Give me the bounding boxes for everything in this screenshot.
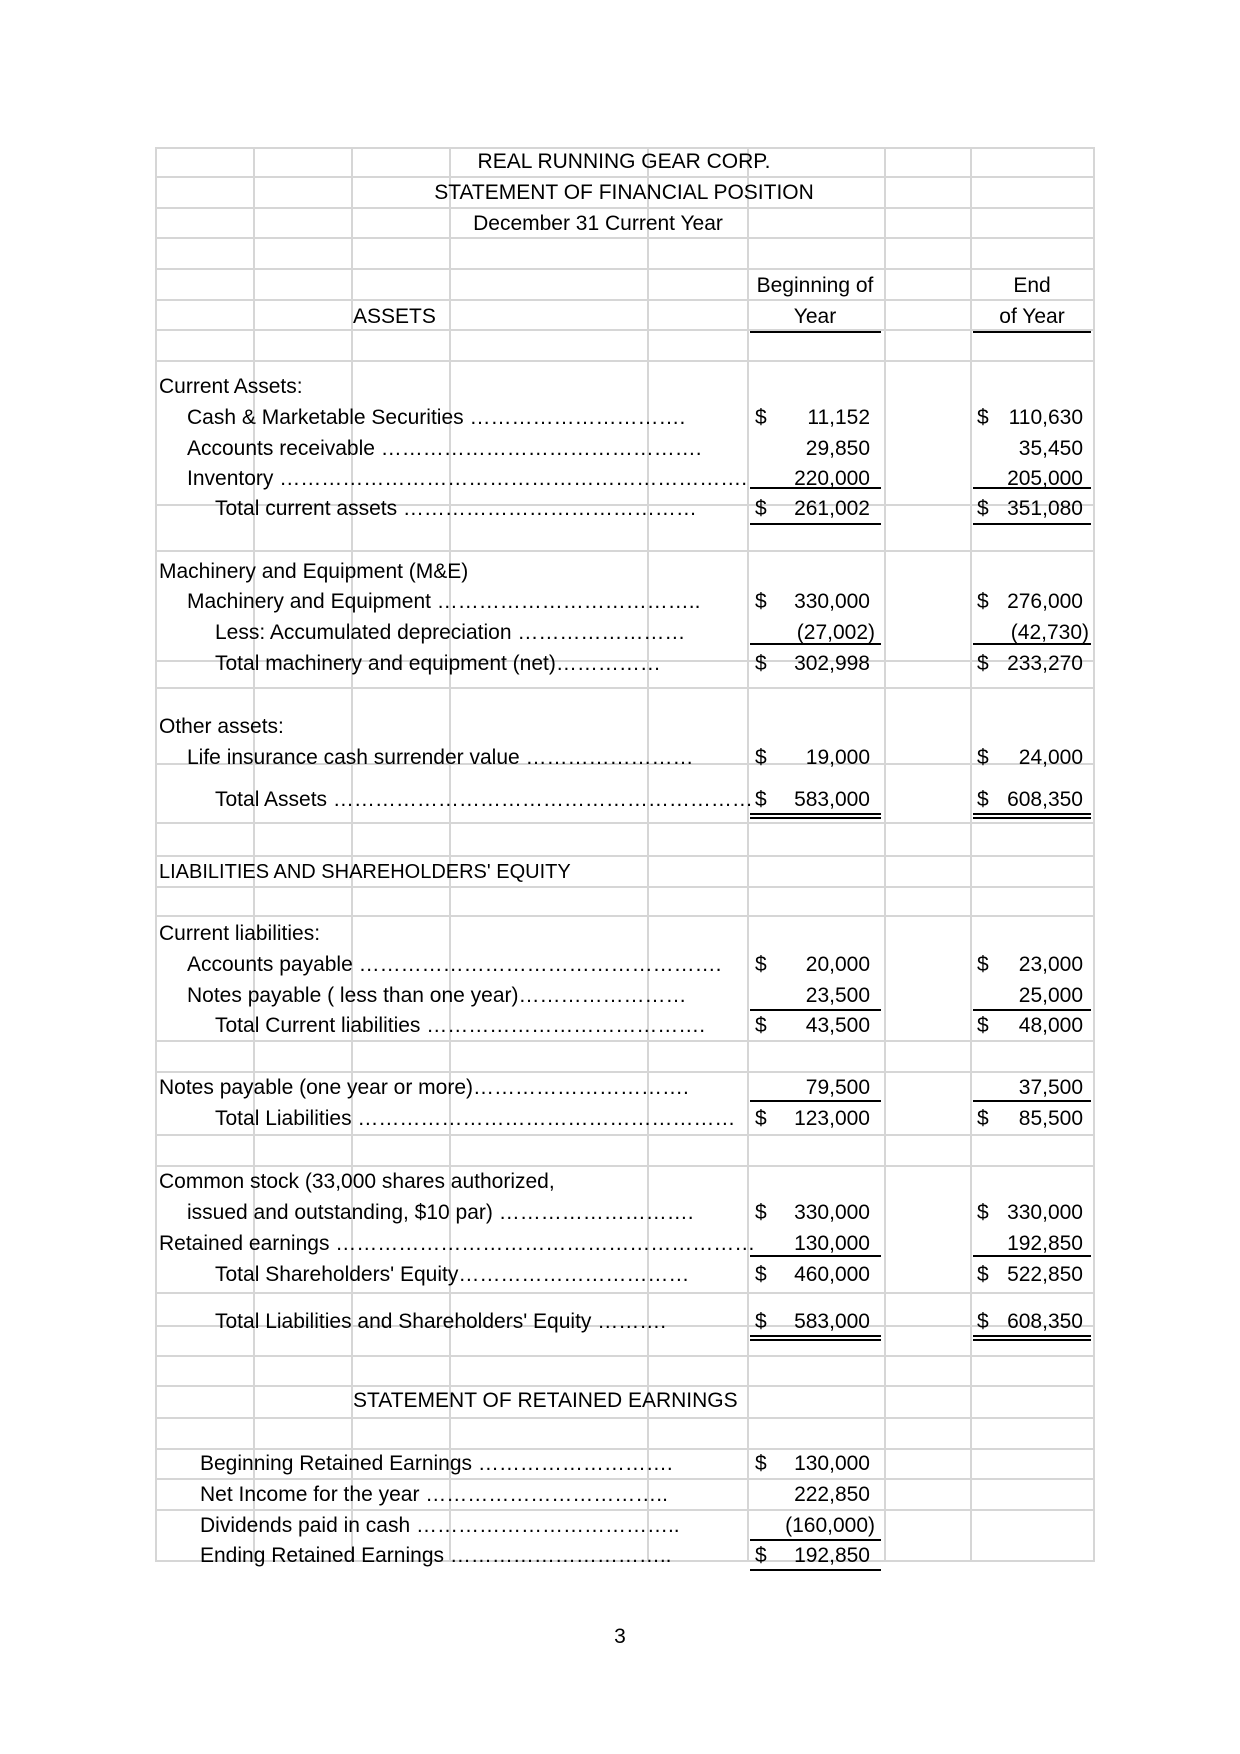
assets-heading: ASSETS xyxy=(353,305,436,328)
total-assets-end: 608,350 xyxy=(1007,788,1083,811)
total-current-begin-currency: $ xyxy=(755,497,767,520)
col-end-line2: of Year xyxy=(999,305,1065,328)
statement-date: December 31 Current Year xyxy=(473,212,723,235)
re-ending-value: 192,850 xyxy=(794,1544,870,1567)
page-number: 3 xyxy=(614,1625,626,1648)
common-stock-line1: Common stock (33,000 shares authorized, xyxy=(159,1170,555,1193)
tcl-end-currency: $ xyxy=(977,1014,989,1037)
col-end-line1: End xyxy=(1013,274,1051,297)
total-current-assets-end: 351,080 xyxy=(1007,497,1083,520)
notes-short-begin: 23,500 xyxy=(805,984,870,1007)
machinery-begin: 330,000 xyxy=(794,590,870,613)
depreciation-label: Less: Accumulated depreciation …………………… xyxy=(215,621,686,644)
ap-end-currency: $ xyxy=(977,953,989,976)
life-insurance-begin-currency: $ xyxy=(755,746,767,769)
total-current-end-currency: $ xyxy=(977,497,989,520)
depreciation-begin: (27,002) xyxy=(796,621,875,644)
re-dividends-value: (160,000) xyxy=(785,1514,875,1537)
cash-end-currency: $ xyxy=(977,406,989,429)
re-net-income-label: Net Income for the year …………………………….. xyxy=(200,1483,668,1506)
tle-end-currency: $ xyxy=(977,1310,989,1333)
receivables-end: 35,450 xyxy=(1018,437,1083,460)
total-le-begin: 583,000 xyxy=(794,1310,870,1333)
notes-long-end: 37,500 xyxy=(1018,1076,1083,1099)
notes-long-label: Notes payable (one year or more)…………………………. xyxy=(159,1076,689,1099)
total-current-assets-label: Total current assets …………………………………… xyxy=(215,497,697,520)
life-insurance-end-currency: $ xyxy=(977,746,989,769)
life-insurance-end: 24,000 xyxy=(1018,746,1083,769)
current-assets-label: Current Assets: xyxy=(159,375,303,398)
cash-label: Cash & Marketable Securities …………………………. xyxy=(187,406,686,429)
life-insurance-label: Life insurance cash surrender value …………………… xyxy=(187,746,694,769)
machinery-end-currency: $ xyxy=(977,590,989,613)
machinery-begin-currency: $ xyxy=(755,590,767,613)
current-liabilities-label: Current liabilities: xyxy=(159,922,321,945)
total-equity-begin: 460,000 xyxy=(794,1263,870,1286)
total-current-liabilities-end: 48,000 xyxy=(1018,1014,1083,1037)
total-me-begin: 302,998 xyxy=(794,652,870,675)
total-equity-label: Total Shareholders' Equity…………………………… xyxy=(215,1263,690,1286)
re-beginning-currency: $ xyxy=(755,1452,767,1475)
total-assets-label: Total Assets …………………………………………………… xyxy=(215,788,753,811)
tl-begin-currency: $ xyxy=(755,1107,767,1130)
accounts-payable-label: Accounts payable ……………………………………………. xyxy=(187,953,722,976)
cash-begin-currency: $ xyxy=(755,406,767,429)
total-current-liabilities-label: Total Current liabilities …………………………………. xyxy=(215,1014,706,1037)
total-assets-begin: 583,000 xyxy=(794,788,870,811)
common-stock-begin: 330,000 xyxy=(794,1201,870,1224)
re-ending-label: Ending Retained Earnings ………………………….. xyxy=(200,1544,672,1567)
statement-title: STATEMENT OF FINANCIAL POSITION xyxy=(434,181,814,204)
total-liabilities-begin: 123,000 xyxy=(794,1107,870,1130)
retained-earnings-end: 192,850 xyxy=(1007,1232,1083,1255)
total-liabilities-end: 85,500 xyxy=(1018,1107,1083,1130)
accounts-payable-begin: 20,000 xyxy=(805,953,870,976)
notes-long-begin: 79,500 xyxy=(805,1076,870,1099)
total-current-liabilities-begin: 43,500 xyxy=(805,1014,870,1037)
machinery-end: 276,000 xyxy=(1007,590,1083,613)
receivables-begin: 29,850 xyxy=(805,437,870,460)
receivables-label: Accounts receivable ………………………………………. xyxy=(187,437,702,460)
other-assets-label: Other assets: xyxy=(159,715,284,738)
cash-end: 110,630 xyxy=(1008,406,1083,429)
te-end-currency: $ xyxy=(977,1263,989,1286)
total-le-end: 608,350 xyxy=(1007,1310,1083,1333)
retained-earnings-begin: 130,000 xyxy=(794,1232,870,1255)
re-ending-currency: $ xyxy=(755,1544,767,1567)
ap-begin-currency: $ xyxy=(755,953,767,976)
total-me-end: 233,270 xyxy=(1007,652,1083,675)
me-section-label: Machinery and Equipment (M&E) xyxy=(159,560,469,583)
total-me-label: Total machinery and equipment (net)…………… xyxy=(215,652,661,675)
total-assets-end-currency: $ xyxy=(977,788,989,811)
total-liabilities-label: Total Liabilities ……………………………………………… xyxy=(215,1107,736,1130)
life-insurance-begin: 19,000 xyxy=(805,746,870,769)
inventory-end: 205,000 xyxy=(1007,467,1083,490)
cash-begin: 11,152 xyxy=(807,406,870,429)
financial-statement-sheet xyxy=(155,147,1095,1567)
re-net-income-value: 222,850 xyxy=(794,1483,870,1506)
depreciation-end: (42,730) xyxy=(1010,621,1089,644)
col-beginning-line1: Beginning of xyxy=(756,274,874,297)
retained-earnings-label: Retained earnings …………………………………………………… xyxy=(159,1232,756,1255)
col-beginning-line2: Year xyxy=(793,305,837,328)
common-stock-label: issued and outstanding, $10 par) ………………………. xyxy=(187,1201,694,1224)
re-dividends-label: Dividends paid in cash ……………………………….. xyxy=(200,1514,680,1537)
cs-end-currency: $ xyxy=(977,1201,989,1224)
machinery-label: Machinery and Equipment ……………………………….. xyxy=(187,590,701,613)
re-beginning-label: Beginning Retained Earnings ………………………. xyxy=(200,1452,673,1475)
cs-begin-currency: $ xyxy=(755,1201,767,1224)
total-me-end-currency: $ xyxy=(977,652,989,675)
inventory-begin: 220,000 xyxy=(794,467,870,490)
retained-earnings-heading: STATEMENT OF RETAINED EARNINGS xyxy=(353,1389,738,1412)
tcl-begin-currency: $ xyxy=(755,1014,767,1037)
tle-begin-currency: $ xyxy=(755,1310,767,1333)
te-begin-currency: $ xyxy=(755,1263,767,1286)
total-me-begin-currency: $ xyxy=(755,652,767,675)
inventory-label: Inventory …………………………………………………………. xyxy=(187,467,748,490)
total-assets-begin-currency: $ xyxy=(755,788,767,811)
accounts-payable-end: 23,000 xyxy=(1018,953,1083,976)
notes-short-end: 25,000 xyxy=(1018,984,1083,1007)
liabilities-heading: LIABILITIES AND SHAREHOLDERS' EQUITY xyxy=(159,861,571,883)
common-stock-end: 330,000 xyxy=(1007,1201,1083,1224)
tl-end-currency: $ xyxy=(977,1107,989,1130)
notes-short-label: Notes payable ( less than one year)…………………… xyxy=(187,984,687,1007)
company-name: REAL RUNNING GEAR CORP. xyxy=(477,150,771,173)
re-beginning-value: 130,000 xyxy=(794,1452,870,1475)
total-current-assets-begin: 261,002 xyxy=(794,497,870,520)
total-le-label: Total Liabilities and Shareholders' Equity ………. xyxy=(215,1310,667,1333)
total-equity-end: 522,850 xyxy=(1007,1263,1083,1286)
